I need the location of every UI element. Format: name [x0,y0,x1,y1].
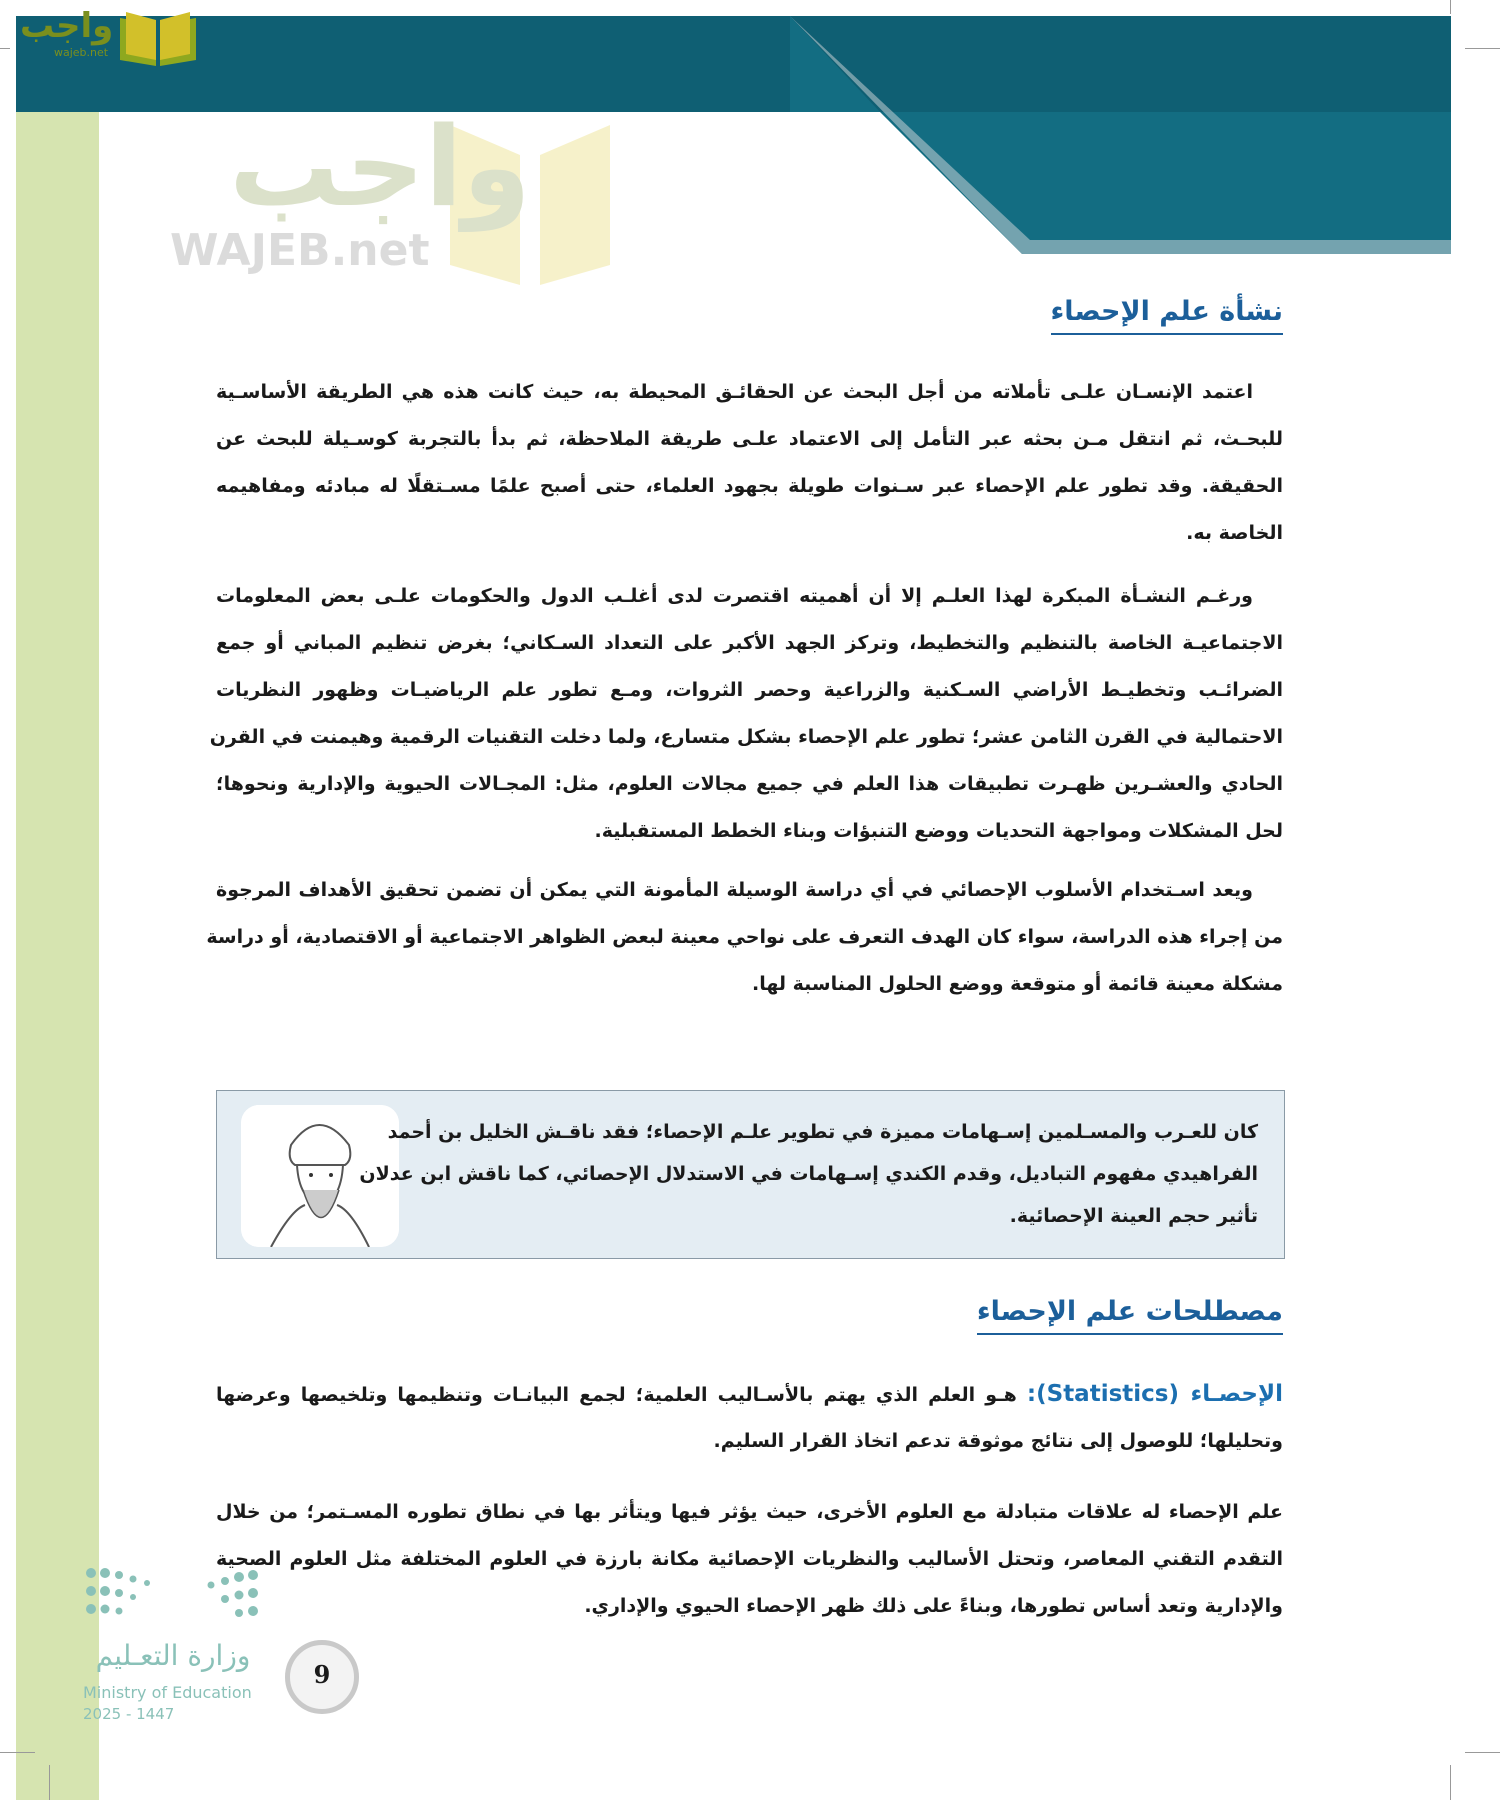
text-line: الحادي والعشـرين ظهـرت تطبيقات هذا العلم في جميع مجالات العلوم، مثل: المجـالات الحيوية والإدارية ونحوها؛ [216,773,1283,795]
ministry-logo [83,1561,273,1726]
crop-mark [0,48,10,49]
crop-mark [1465,48,1500,49]
side-strip [16,112,99,1800]
watermark-ar: واجب [229,115,531,231]
paragraph-1 [216,369,1283,557]
section-title-terms: مصطلحات علم الإحصاء [977,1296,1283,1335]
text-line: للبحـث، ثم انتقل مـن بحثه عبر التأمل إلى الاعتماد علـى طريقة الملاحظة، ثم بدأ بالتجربة كوسـيلة للبحث عن [216,428,1283,450]
crop-mark [1465,1752,1500,1753]
logo-subtext: wajeb.net [54,46,109,59]
text-line: الخاصة به. [1186,522,1283,544]
term-label: الإحصـاء (Statistics): [1026,1381,1284,1407]
text-line: والإدارية وتعد أساس تطورها، وبناءً على ذلك ظهر الإحصاء الحيوي والإداري. [584,1595,1283,1617]
text-line: لحل المشكلات ومواجهة التحديات ووضع التنبؤات وبناء الخطط المستقبلية. [594,820,1283,842]
text-line: اعتمد الإنسـان علـى تأملاته من أجل البحث عن الحقائـق المحيطة به، حيث كانت هذه هي الطريقة الأساسـية [216,381,1253,403]
ministry-name-en: Ministry of Education [83,1683,252,1702]
paragraph-2 [209,573,1283,855]
text-line: الحقيقة. وقد تطور علم الإحصاء عبر سـنوات طويلة بجهود العلماء، حتى أصبح علمًا مسـتقلًا له مبادئه ومفاهيمه [216,475,1283,497]
definition-statistics [216,1371,1283,1465]
paragraph-3 [206,867,1283,1008]
text-line: وتحليلها؛ للوصول إلى نتائج موثوقة تدعم اتخاذ القرار السليم. [713,1430,1283,1452]
page-number: 9 [285,1640,359,1714]
crop-mark [0,1752,35,1753]
text-line: التقدم التقني المعاصر، وتحتل الأساليب والنظريات الإحصائية مكانة بارزة في العلوم المختلفة مثل العلوم الصحية [216,1548,1283,1570]
text-line: علم الإحصاء له علاقات متبادلة مع العلوم الأخرى، حيث يؤثر فيها ويتأثر بها في نطاق تطوره المسـتمر؛ من خلال [216,1501,1283,1523]
text-line: من إجراء هذه الدراسة، سواء كان الهدف التعرف على نواحي معينة لبعض الظواهر الاجتماعية أو الاقتصادية، أو دراسة [206,926,1283,948]
info-box [216,1090,1285,1259]
paragraph-4 [216,1489,1283,1630]
text-line: الضرائـب وتخطيـط الأراضي السـكنية والزراعية وحصر الثروات، ومـع تطور علم الرياضيـات وظهور النظريات [216,679,1283,701]
definition-line [216,1371,1283,1418]
crop-mark [1450,1765,1451,1800]
text-line: الفراهيدي مفهوم التباديل، وقدم الكندي إسـهامات في الاستدلال الإحصائي، كما ناقش ابن عدلان [359,1163,1258,1185]
text-line: مشكلة معينة قائمة أو متوقعة ووضع الحلول المناسبة لها. [752,973,1283,995]
ministry-dots-icon [83,1561,263,1631]
definition-text: هـو العلم الذي يهتم بالأسـاليب العلمية؛ لجمع البيانـات وتنظيمها وتلخيصها وعرضها [216,1384,1027,1406]
watermark [150,115,650,295]
text-line: تأثير حجم العينة الإحصائية. [1009,1205,1258,1227]
book-icon [118,10,198,68]
text-line: ويعد اسـتخدام الأسلوب الإحصائي في أي دراسة الوسيلة المأمونة التي يمكن أن تضمن تحقيق الأهداف المرجوة [216,879,1253,901]
text-line: الاحتمالية في القرن الثامن عشر؛ تطور علم الإحصاء بشكل متسارع، ولما دخلت التقنيات الرقمية وهيمنت في القرن [209,726,1283,748]
info-box-text [359,1111,1258,1237]
crop-mark [49,1765,50,1800]
crop-mark [1450,0,1451,14]
text-line: الاجتماعيـة الخاصة بالتنظيم والتخطيط، وتركز الجهد الأكبر على التعداد السـكاني؛ بغرض تنظيم المباني أو جمع [216,632,1283,654]
text-line: ورغـم النشـأة المبكرة لهذا العلـم إلا أن أهميته اقتصرت لدى أغلـب الدول والحكومات علـى بعض المعلومات [216,585,1253,607]
wajeb-logo[interactable] [10,4,190,68]
logo-text: واجب [20,6,114,46]
academic-year: 2025 - 1447 [83,1705,175,1723]
watermark-en: WAJEB.net [170,225,430,276]
section-title-origin: نشأة علم الإحصاء [1051,296,1284,335]
ministry-name-ar: وزارة التعـليم [95,1639,251,1672]
text-line: كان للعـرب والمسـلمين إسـهامات مميزة في تطوير علـم الإحصاء؛ فقد ناقـش الخليل بن أحمد [387,1121,1258,1143]
